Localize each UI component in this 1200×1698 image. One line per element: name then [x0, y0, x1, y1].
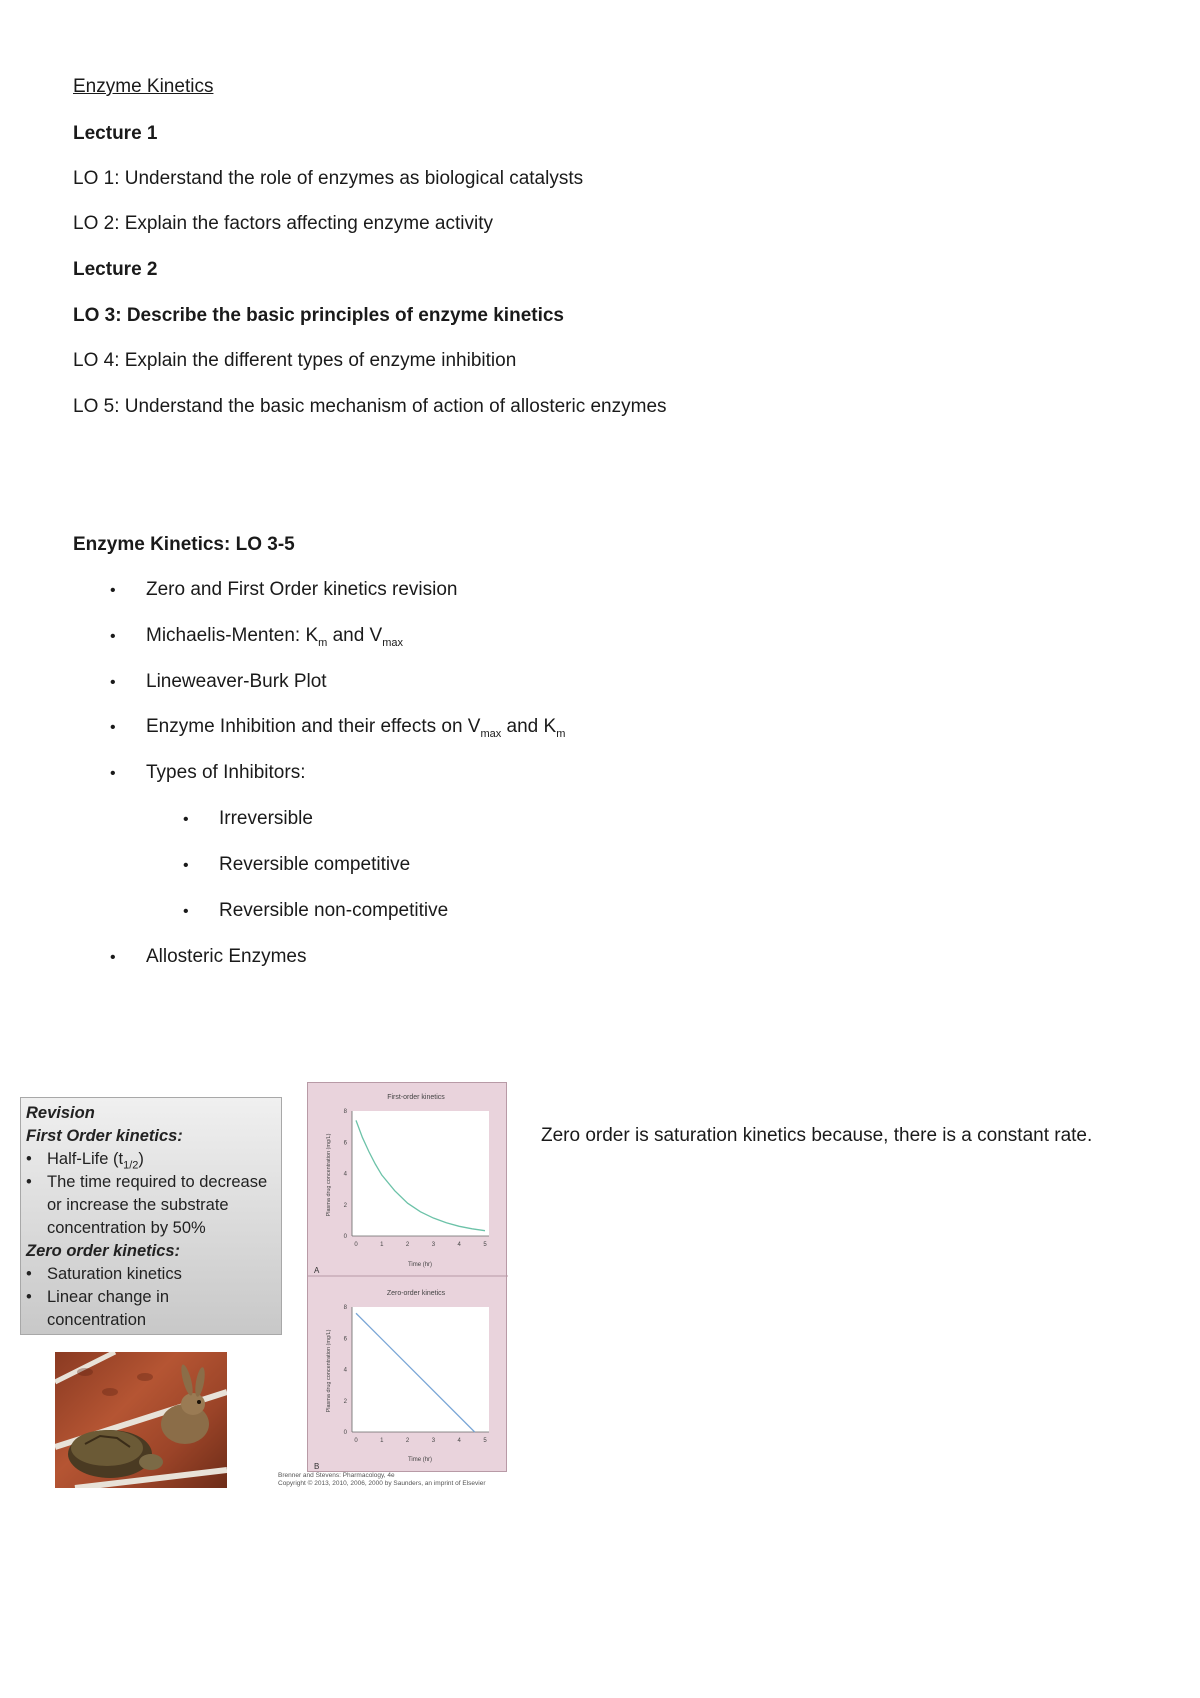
- chart-2-title: Zero-order kinetics: [386, 1290, 446, 1297]
- chart-1-x-tick-5: 5: [483, 1242, 487, 1248]
- bullet-dot: •: [110, 582, 116, 599]
- list-item: Types of Inhibitors:: [146, 762, 306, 783]
- chart-1-y-tick-2: 4: [343, 1171, 347, 1178]
- chart-1-x-tick-2: 2: [405, 1242, 410, 1248]
- list-item: Lineweaver-Burk Plot: [146, 671, 327, 692]
- chart-1-x-label: Time (hr): [407, 1262, 433, 1268]
- half-life-close: ): [138, 1150, 144, 1168]
- chart-1-x-tick-1: 1: [380, 1242, 384, 1248]
- bullet-dot: •: [183, 857, 189, 874]
- half-life-item: [47, 1150, 144, 1171]
- lo-5-text: Understand the basic mechanism of action of allosteric enzymes: [119, 396, 667, 417]
- bullet-dot: •: [26, 1265, 32, 1283]
- chart-1-y-tick-1: 2: [343, 1202, 347, 1209]
- lo-3: LO 3: Describe the basic principles of enzyme kinetics: [73, 305, 565, 326]
- bullet-dot: •: [183, 811, 189, 828]
- list-item: [146, 716, 565, 740]
- bullet-dot: •: [26, 1173, 32, 1191]
- lecture-2-heading: Lecture 2: [73, 259, 158, 280]
- list-item: [146, 625, 403, 649]
- lo-5: [73, 396, 667, 418]
- chart-2-x-tick-5: 5: [483, 1438, 487, 1444]
- chart-2-plot-area: [352, 1307, 489, 1432]
- lecture-1-heading: Lecture 1: [73, 123, 158, 144]
- revision-title: Revision: [26, 1104, 95, 1122]
- chart-1-title: First-order kinetics: [387, 1094, 445, 1101]
- chart-1-y-tick-4: 8: [343, 1109, 347, 1115]
- chart-1-x-tick-0: 0: [354, 1242, 358, 1248]
- chart-2-y-tick-0: 0: [343, 1430, 347, 1436]
- chart-1-y-tick-0: 0: [343, 1234, 347, 1240]
- chart-1-y-label: Plasma drug concentration (mg/L): [326, 1133, 332, 1217]
- chart-2-y-label: Plasma drug concentration (mg/L): [326, 1329, 332, 1413]
- mm-and: and V: [327, 625, 383, 646]
- sub-list-item: Irreversible: [219, 808, 313, 829]
- chart-1-y-tick-3: 6: [343, 1140, 347, 1147]
- lo-4: [73, 350, 516, 372]
- first-order-heading: First Order kinetics:: [26, 1127, 183, 1145]
- km-sub: m: [318, 636, 328, 649]
- bullet-dot: •: [26, 1150, 32, 1168]
- section-heading: Enzyme Kinetics: LO 3-5: [73, 534, 295, 555]
- lo-4-text: Explain the different types of enzyme inhibition: [119, 350, 517, 371]
- kinetics-figure: [307, 1082, 507, 1472]
- chart-2-y-tick-3: 6: [343, 1336, 347, 1343]
- bullet-dot: •: [110, 628, 116, 645]
- sub-list-item: Reversible competitive: [219, 854, 411, 875]
- chart-2-x-label: Time (hr): [407, 1457, 433, 1463]
- time-required-line-2: or increase the substrate: [47, 1196, 229, 1214]
- credit-line-1: Brenner and Stevens: Pharmacology, 4e: [278, 1472, 395, 1479]
- tortoise-hare-illustration: [55, 1352, 227, 1488]
- credit-line-2: Copyright © 2013, 2010, 2006, 2000 by Saunders, an imprint of Elsevier: [278, 1480, 486, 1487]
- linear-change-line-1: Linear change in: [47, 1288, 170, 1306]
- lo-4-label: LO 4:: [73, 350, 120, 371]
- vmax-sub: max: [480, 727, 502, 740]
- inhibition-text: Enzyme Inhibition and their effects on V: [146, 716, 481, 737]
- time-required-line-3: concentration by 50%: [47, 1219, 206, 1237]
- list-item: Zero and First Order kinetics revision: [146, 579, 458, 600]
- bullet-dot: •: [26, 1288, 32, 1306]
- chart-2-x-tick-3: 3: [431, 1438, 436, 1444]
- chart-1-x-tick-4: 4: [457, 1242, 461, 1248]
- chart-1-x-tick-3: 3: [431, 1242, 436, 1248]
- vmax-sub: max: [382, 636, 404, 649]
- chart-2-x-tick-4: 4: [457, 1438, 461, 1444]
- page-title: Enzyme Kinetics: [73, 76, 214, 97]
- time-required-line-1: The time required to decrease: [47, 1173, 268, 1191]
- chart-2-panel-label: B: [314, 1462, 320, 1471]
- revision-box: [20, 1097, 282, 1335]
- tortoise-hare-photo: [55, 1352, 227, 1488]
- bullet-dot: •: [110, 949, 116, 966]
- lo-1-text: Understand the role of enzymes as biological catalysts: [119, 168, 584, 189]
- chart-1-plot-area: [352, 1111, 489, 1236]
- side-note: Zero order is saturation kinetics because, there is a constant rate.: [541, 1125, 1093, 1146]
- lo-1-label: LO 1:: [73, 168, 120, 189]
- list-item: Allosteric Enzymes: [146, 946, 307, 967]
- bullet-dot: •: [110, 765, 116, 782]
- saturation-item: Saturation kinetics: [47, 1265, 182, 1283]
- inhibition-and: and K: [501, 716, 557, 737]
- chart-2-y-tick-1: 2: [343, 1398, 347, 1405]
- bullet-dot: •: [110, 674, 116, 691]
- chart-2-x-tick-0: 0: [354, 1438, 358, 1444]
- lo-2-text: Explain the factors affecting enzyme activity: [119, 213, 493, 234]
- chart-2-x-tick-2: 2: [405, 1438, 410, 1444]
- half-life-sub: 1/2: [123, 1159, 139, 1172]
- mm-text: Michaelis-Menten: K: [146, 625, 319, 646]
- lo-1: [73, 168, 583, 190]
- half-life-text: Half-Life (t: [47, 1150, 124, 1168]
- bullet-dot: •: [183, 903, 189, 920]
- chart-1-panel-label: A: [314, 1266, 320, 1275]
- lo-5-label: LO 5:: [73, 396, 120, 417]
- zero-order-heading: Zero order kinetics:: [26, 1242, 181, 1260]
- linear-change-line-2: concentration: [47, 1311, 147, 1329]
- figure-credit: [278, 1472, 486, 1488]
- chart-2-y-tick-4: 8: [343, 1305, 347, 1311]
- bullet-dot: •: [110, 719, 116, 736]
- chart-2-x-tick-1: 1: [380, 1438, 384, 1444]
- kinetics-charts: [308, 1083, 508, 1473]
- chart-2-y-tick-2: 4: [343, 1367, 347, 1374]
- sub-list-item: Reversible non-competitive: [219, 900, 449, 921]
- lo-2: [73, 213, 493, 235]
- lo-2-label: LO 2:: [73, 213, 120, 234]
- km-sub: m: [556, 727, 566, 740]
